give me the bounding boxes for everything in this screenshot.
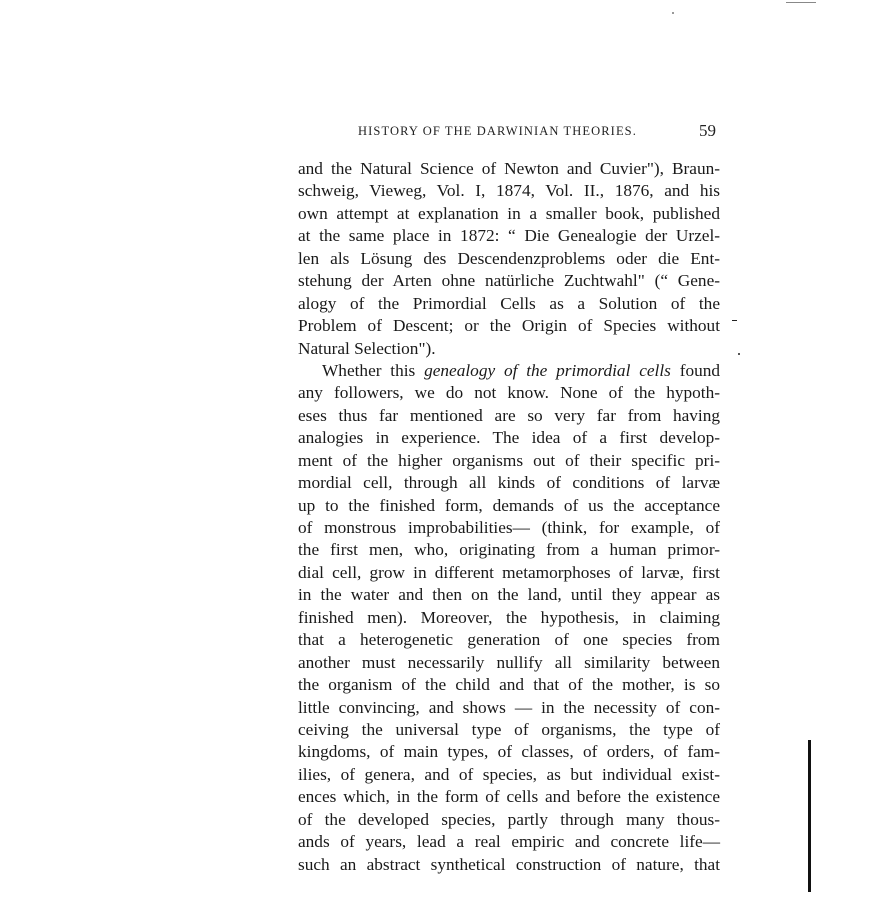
text-line: schweig, Vieweg, Vol. I, 1874, Vol. II., 1876, and his: [298, 181, 720, 201]
text-line: and the Natural Science of Newton and Cuvier"), Braun-: [298, 159, 720, 178]
scan-speck: [672, 12, 674, 14]
body-text: [298, 158, 720, 876]
text-line: ilies, of genera, and of species, as but individual exist-: [298, 764, 720, 784]
text-line: Natural Selection").: [298, 338, 436, 358]
running-head: [300, 121, 720, 144]
text-line: little convincing, and shows — in the necessity of con-: [298, 697, 720, 717]
text-line: Problem of Descent; or the Origin of Species without: [298, 316, 720, 336]
page-edge-shadow: [808, 740, 811, 892]
text-line: in the water and then on the land, until they appear as: [298, 585, 720, 605]
text-line: stehung der Arten ohne natürliche Zuchtwahl" (“ Gene-: [298, 271, 720, 291]
text-line: up to the finished form, demands of us the acceptance: [298, 495, 720, 515]
text-line: alogy of the Primordial Cells as a Solution of the: [298, 293, 720, 313]
text-line: at the same place in 1872: “ Die Genealogie der Urzel-: [298, 226, 720, 246]
text-line: such an abstract synthetical construction of nature, that: [298, 854, 720, 874]
text-line: of the developed species, partly through many thous-: [298, 809, 720, 829]
text-line: ceiving the universal type of organisms, the type of: [298, 719, 720, 739]
scan-mark: [786, 2, 816, 3]
text-line: analogies in experience. The idea of a first develop-: [298, 428, 720, 448]
line-lead: Whether this: [322, 360, 416, 380]
text-line: mordial cell, through all kinds of conditions of larvæ: [298, 473, 720, 493]
text-line: dial cell, grow in different metamorphoses of larvæ, first: [298, 562, 720, 582]
text-line: finished men). Moreover, the hypothesis, in claiming: [298, 607, 720, 627]
text-line: any followers, we do not know. None of the hypoth-: [298, 383, 720, 403]
page-number: 59: [699, 121, 716, 140]
text-line: len als Lösung des Descendenzproblems oder die Ent-: [298, 248, 720, 268]
text-line: ment of the higher organisms out of their specific pri-: [298, 450, 720, 470]
text-line: ences which, in the form of cells and before the existence: [298, 787, 720, 807]
text-line: that a heterogenetic generation of one species from: [298, 630, 720, 650]
text-line: ands of years, lead a real empiric and concrete life—: [298, 832, 720, 852]
scan-speck: [738, 353, 740, 355]
line-tail: found: [679, 360, 721, 380]
italic-phrase: genealogy of the primordial cells: [424, 360, 671, 380]
running-title: HISTORY OF THE DARWINIAN THEORIES.: [358, 124, 637, 138]
text-line: the first men, who, originating from a human primor-: [298, 540, 720, 560]
text-line: eses thus far mentioned are so very far from having: [298, 405, 720, 425]
text-line: kingdoms, of main types, of classes, of orders, of fam-: [298, 742, 720, 762]
text-line: own attempt at explanation in a smaller book, published: [298, 203, 720, 223]
text-line: another must necessarily nullify all similarity between: [298, 652, 720, 672]
paragraph-start-line: [298, 360, 720, 382]
text-line: the organism of the child and that of the mother, is so: [298, 675, 720, 695]
text-line: of monstrous improbabilities— (think, for example, of: [298, 518, 720, 537]
scan-mark: [732, 320, 737, 321]
